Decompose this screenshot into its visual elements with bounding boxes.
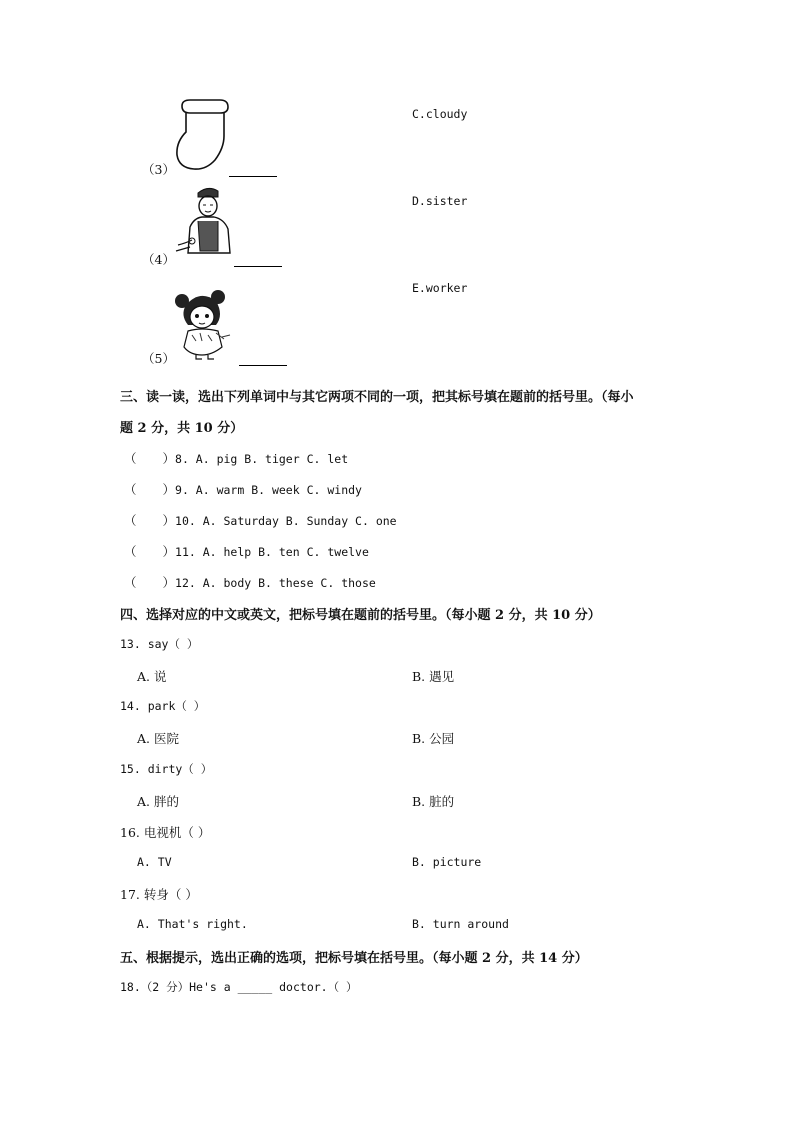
option-a: A. 胖的 <box>137 794 179 809</box>
item-number: （4） <box>142 252 175 267</box>
question-12 <box>124 573 376 591</box>
girl-picture <box>172 285 238 361</box>
question-15[interactable]: 15. dirty（ ） <box>120 762 213 776</box>
girl-icon <box>172 285 238 361</box>
option-d: D.sister <box>412 194 468 208</box>
section-heading: 四、选择对应的中文或英文，把标号填在题前的括号里。（每小题 2 分，共 10 分） <box>120 608 601 623</box>
answer-blank[interactable] <box>234 266 282 267</box>
question-9 <box>124 480 362 498</box>
answer-paren-close[interactable]: ） <box>162 451 176 466</box>
question-13[interactable]: 13. say（ ） <box>120 637 199 651</box>
option-b: B. 公园 <box>412 731 455 746</box>
sock-picture <box>172 98 234 172</box>
answer-paren-close[interactable]: ） <box>162 482 176 497</box>
option-a: A. 说 <box>137 669 167 684</box>
item-number: （5） <box>142 351 175 366</box>
option-a: A. TV <box>137 855 172 869</box>
answer-paren-open[interactable]: （ <box>124 575 137 590</box>
option-b: B. picture <box>412 855 482 869</box>
question-17[interactable]: 17. 转身（ ） <box>120 887 198 902</box>
section-heading: 五、根据提示，选出正确的选项，把标号填在括号里。（每小题 2 分，共 14 分） <box>120 951 588 966</box>
section-heading: 三、读一读，选出下列单词中与其它两项不同的一项，把其标号填在题前的括号里。（每小 <box>120 390 634 405</box>
answer-paren-close[interactable]: ） <box>162 575 176 590</box>
option-b: B. 脏的 <box>412 794 455 809</box>
question-text: 10. A. Saturday B. Sunday C. one <box>175 514 397 528</box>
question-text: 9. A. warm B. week C. windy <box>175 483 362 497</box>
question-text: 12. A. body B. these C. those <box>175 576 376 590</box>
option-a: A. That's right. <box>137 917 248 931</box>
question-8 <box>124 449 348 467</box>
answer-paren-open[interactable]: （ <box>124 451 137 466</box>
question-text: 11. A. help B. ten C. twelve <box>175 545 369 559</box>
question-18[interactable]: 18.（2 分）He's a _____ doctor.（ ） <box>120 980 358 994</box>
worker-icon <box>172 185 236 261</box>
answer-paren-open[interactable]: （ <box>124 513 137 528</box>
question-11 <box>124 542 369 560</box>
option-c: C.cloudy <box>412 107 468 121</box>
option-e: E.worker <box>412 281 468 295</box>
question-14[interactable]: 14. park（ ） <box>120 699 206 713</box>
answer-paren-close[interactable]: ） <box>162 544 176 559</box>
option-b: B. 遇见 <box>412 669 455 684</box>
question-10 <box>124 511 397 529</box>
sock-icon <box>172 98 234 172</box>
worker-picture <box>172 185 236 261</box>
answer-blank[interactable] <box>229 176 277 177</box>
item-number: （3） <box>142 162 175 177</box>
answer-paren-open[interactable]: （ <box>124 482 137 497</box>
option-b: B. turn around <box>412 917 509 931</box>
question-text: 8. A. pig B. tiger C. let <box>175 452 349 466</box>
answer-blank[interactable] <box>239 365 287 366</box>
option-a: A. 医院 <box>137 731 179 746</box>
question-16[interactable]: 16. 电视机（ ） <box>120 825 211 840</box>
section-heading-continued: 题 2 分，共 10 分） <box>120 421 244 436</box>
answer-paren-open[interactable]: （ <box>124 544 137 559</box>
answer-paren-close[interactable]: ） <box>162 513 176 528</box>
